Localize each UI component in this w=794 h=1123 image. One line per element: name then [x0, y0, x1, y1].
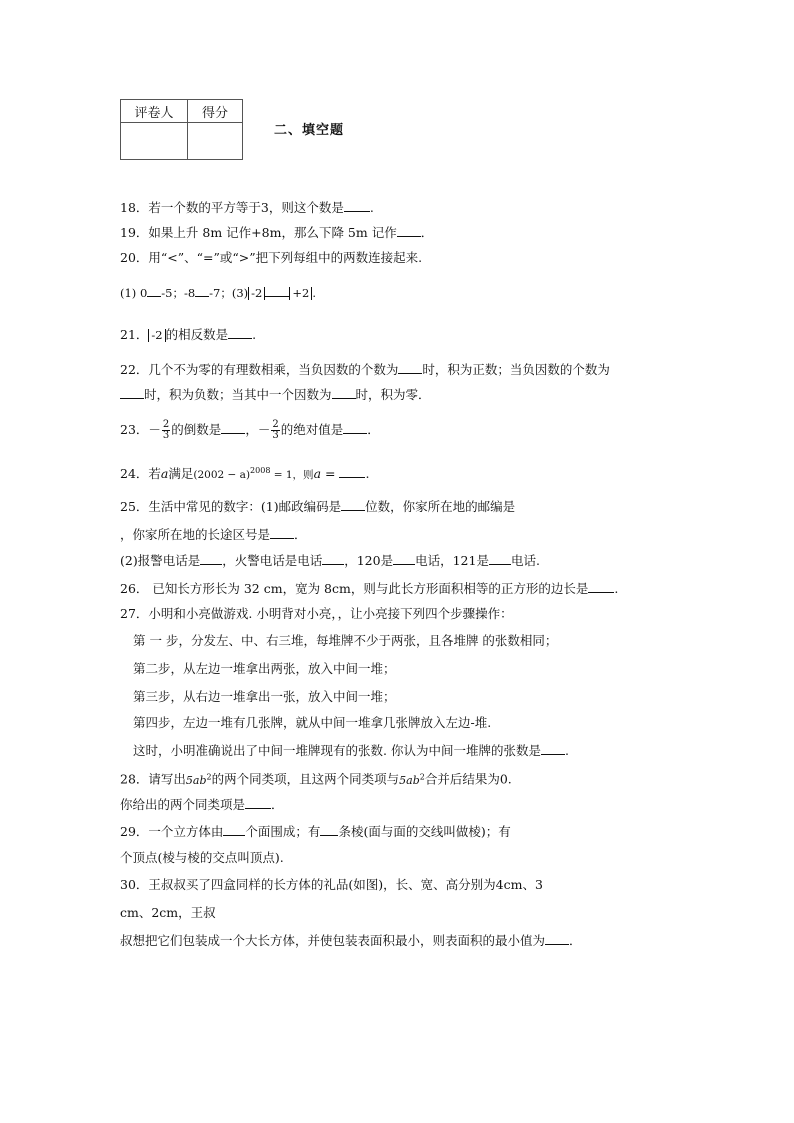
answer-blank[interactable] [398, 361, 422, 374]
question-24: 24．若a满足$(2002 - a)^{2008} = 1$，则a = . [120, 466, 370, 482]
answer-blank[interactable] [588, 580, 614, 593]
answer-blank[interactable] [265, 284, 289, 297]
answer-blank[interactable] [228, 326, 252, 339]
question-26: 26． 已知长方形长为 32 cm，宽为 8cm，则与此长方形面积相等的正方形的边长是 . [120, 581, 619, 596]
answer-blank[interactable] [120, 386, 144, 399]
question-25-part2: (2)报警电话是 ，火警电话是电话 ，120是 电话，121是 电话. [120, 553, 540, 568]
question-20: 20．用“<”、“=”或“>”把下列每组中的两数连接起来. [120, 250, 423, 265]
step-3: 第三步，从右边一堆拿出一张，放入中间一堆； [133, 689, 396, 704]
question-25-cont: ，你家所在地的长途区号是 ． [120, 527, 307, 542]
question-29-cont: 个顶点(棱与棱的交点叫顶点). [120, 850, 284, 865]
abs-value: -2 [248, 287, 265, 300]
question-30-cont: cm、2cm，王叔 [120, 905, 216, 920]
answer-blank[interactable] [195, 284, 209, 297]
question-27: 27．小明和小亮做游戏. 小明背对小亮，，让小亮接下列四个步骤操作： [120, 606, 513, 621]
answer-blank[interactable] [322, 552, 344, 565]
question-28-cont: 你给出的两个同类项是 ． [120, 797, 284, 812]
answer-blank[interactable] [270, 526, 294, 539]
fraction: $\frac{2}{3}$ [272, 419, 279, 441]
step-2: 第二步，从左边一堆拿出两张，放入中间一堆； [133, 661, 396, 676]
question-20-items: (1) 0 -5；-8 -7；(3) -2 +2 . [120, 286, 316, 300]
answer-blank[interactable] [223, 823, 245, 836]
answer-blank[interactable] [545, 932, 569, 945]
answer-blank[interactable] [397, 224, 421, 237]
score-header: 得分 [188, 100, 243, 123]
answer-blank[interactable] [332, 386, 356, 399]
answer-blank[interactable] [339, 465, 365, 478]
question-28: 28．请写出$5ab^2$的两个同类项，且这两个同类项与$5ab^2$合并后结果为0. [120, 771, 512, 787]
question-27-ask: 这时，小明准确说出了中间一堆牌现有的张数. 你认为中间一堆牌的张数是 . [133, 743, 569, 758]
question-30: 30．王叔叔买了四盒同样的长方体的礼品(如图)，长、宽、高分别为4cm、3 [120, 877, 543, 892]
fraction: $\frac{2}{3}$ [162, 419, 170, 441]
score-cell [188, 123, 243, 160]
question-21: 21． -2 的相反数是 . [120, 327, 257, 342]
question-29: 29．一个立方体由 个面围成；有 条棱(面与面的交线叫做棱)；有 [120, 824, 511, 839]
score-table [120, 99, 243, 160]
question-22: 22．几个不为零的有理数相乘，当负因数的个数为 时，积为正数；当负因数的个数为 [120, 362, 610, 377]
step-4: 第四步，左边一堆有几张牌，就从中间一堆拿几张牌放入左边-堆. [133, 715, 492, 730]
question-19: 19．如果上升 8m 记作+8m，那么下降 5m 记作 ． [120, 225, 434, 240]
answer-blank[interactable] [541, 742, 565, 755]
abs-value: +2 [289, 287, 312, 300]
question-30-cont2: 叔想把它们包装成一个大长方体，并使包装表面积最小，则表面积的最小值为 ． [120, 933, 582, 948]
answer-blank[interactable] [245, 796, 271, 809]
answer-blank[interactable] [393, 552, 415, 565]
answer-blank[interactable] [200, 552, 222, 565]
grader-cell [121, 123, 188, 160]
answer-blank[interactable] [341, 498, 365, 511]
answer-blank[interactable] [221, 421, 245, 434]
question-18: 18．若一个数的平方等于3，则这个数是 . [120, 200, 374, 215]
abs-value: -2 [148, 329, 165, 342]
question-25: 25．生活中常见的数字：(1)邮政编码是 位数，你家所在地的邮编是 [120, 499, 516, 514]
section-title: 二、填空题 [274, 123, 345, 138]
answer-blank[interactable] [343, 421, 367, 434]
grader-header: 评卷人 [121, 100, 188, 123]
answer-blank[interactable] [320, 823, 338, 836]
answer-blank[interactable] [489, 552, 511, 565]
step-1: 第 一 步，分发左、中、右三堆，每堆牌不少于两张，且各堆牌 的张数相同； [133, 633, 558, 648]
question-22-cont: 时，积为负数；当其中一个因数为 时，积为零． [120, 386, 431, 403]
question-23: 23．－ $\frac{2}{3}$ 的倒数是 ，－ $\frac{2}{3}$ 的绝对值是 ． [120, 419, 380, 441]
answer-blank[interactable] [147, 284, 161, 297]
answer-blank[interactable] [344, 199, 370, 212]
